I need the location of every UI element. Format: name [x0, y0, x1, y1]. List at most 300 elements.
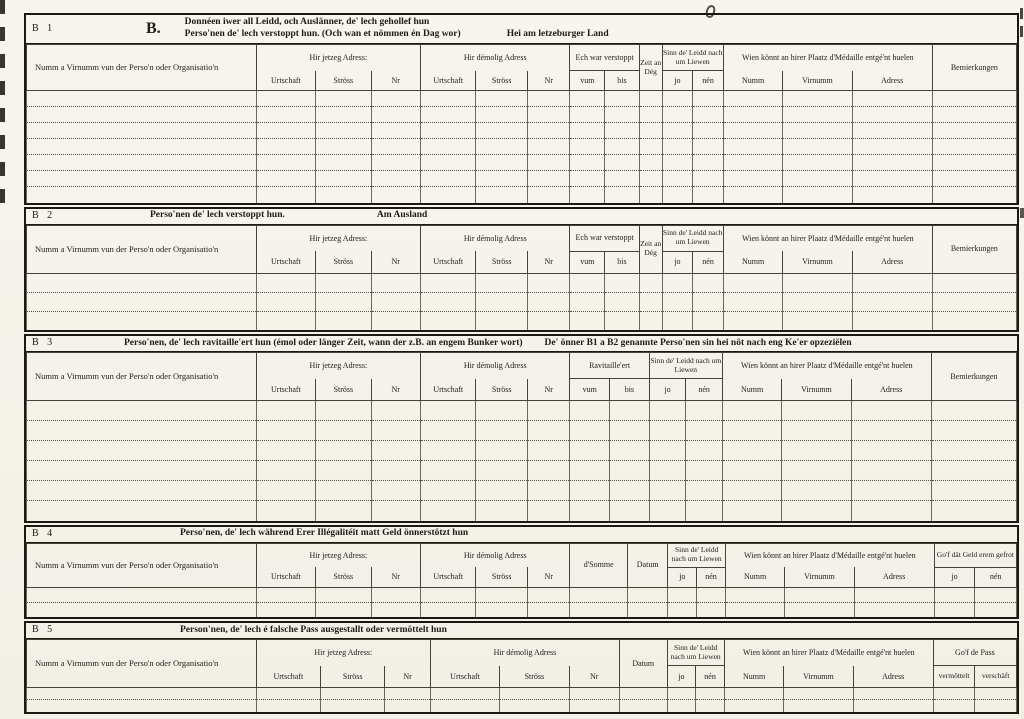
empty-form-cell [430, 688, 499, 700]
empty-form-cell [421, 501, 476, 521]
empty-form-cell [931, 421, 1016, 441]
empty-form-cell [639, 91, 662, 107]
empty-form-cell [570, 171, 605, 187]
section-b4-label: B 4 [32, 527, 56, 539]
empty-form-cell [476, 311, 527, 330]
empty-form-cell [649, 501, 686, 521]
empty-form-cell [932, 123, 1016, 139]
subcol-virnumm: Virnumm [782, 379, 851, 401]
empty-form-cell [27, 311, 257, 330]
empty-form-cell [639, 187, 662, 203]
empty-form-cell [570, 421, 610, 441]
subcol-virnumm: Virnumm [785, 567, 854, 587]
subcol-stross: Ströss [476, 379, 527, 401]
empty-form-cell [27, 501, 257, 521]
empty-form-cell [783, 107, 852, 123]
empty-form-cell [783, 139, 852, 155]
empty-form-cell [693, 91, 724, 107]
empty-form-cell [500, 688, 569, 700]
empty-form-cell [256, 171, 315, 187]
empty-form-cell [371, 602, 421, 617]
empty-form-cell [783, 123, 852, 139]
empty-form-row [27, 401, 1017, 421]
empty-form-cell [649, 421, 686, 441]
empty-form-cell [569, 688, 619, 700]
empty-form-cell [610, 481, 650, 501]
empty-form-cell [570, 461, 610, 481]
empty-form-row [27, 481, 1017, 501]
subcol-nen: nén [696, 666, 725, 688]
empty-form-cell [371, 461, 421, 481]
empty-form-cell [256, 461, 315, 481]
empty-form-cell [853, 700, 933, 712]
empty-form-cell [725, 587, 784, 602]
empty-form-cell [724, 700, 783, 712]
empty-form-cell [316, 171, 371, 187]
empty-form-cell [851, 401, 931, 421]
b5-body [27, 688, 1017, 712]
empty-form-cell [639, 155, 662, 171]
empty-form-cell [975, 587, 1017, 602]
empty-form-cell [783, 273, 852, 292]
col-header-former-address: Hir démolig Adress [421, 45, 570, 71]
empty-form-cell [27, 123, 257, 139]
col-header-remarks: Bemierkungen [932, 45, 1016, 91]
section-b2-location-note: Am Ausland [376, 210, 428, 221]
empty-form-row [27, 91, 1017, 107]
section-b1-title-line2: Perso'nen de' lech verstoppt hun. (Och wan et nömmen én Dag wor) [184, 29, 461, 39]
empty-form-cell [723, 273, 782, 292]
empty-form-cell [421, 171, 476, 187]
empty-form-cell [570, 602, 627, 617]
subcol-nen: nén [975, 567, 1017, 587]
empty-form-cell [570, 481, 610, 501]
empty-form-cell [385, 688, 431, 700]
subcol-stross: Ströss [316, 71, 371, 91]
col-header-remarks: Bemierkungen [931, 353, 1016, 401]
empty-form-cell [371, 311, 421, 330]
empty-form-cell [722, 401, 781, 421]
col-header-medal-recipient: Wien könnt an hirer Plaatz d'Médaille entgé'nt huelen [723, 45, 932, 71]
empty-form-cell [256, 441, 315, 461]
section-b2-title: Perso'nen de' lech verstoppt hun. [150, 210, 285, 221]
empty-form-cell [723, 171, 782, 187]
empty-form-cell [256, 311, 315, 330]
empty-form-row [27, 187, 1017, 203]
section-b5 [24, 621, 1019, 714]
empty-form-cell [662, 292, 693, 311]
section-b4-title: Perso'nen, de' lech während Erer Illégalitéit matt Geld önnerstötzt hun [180, 528, 469, 539]
empty-form-cell [667, 700, 696, 712]
empty-form-cell [852, 273, 932, 292]
empty-form-cell [619, 688, 667, 700]
col-header-former-address: Hir démolig Adress [421, 543, 570, 567]
empty-form-cell [722, 461, 781, 481]
section-b2-header [26, 209, 1017, 225]
empty-form-cell [851, 481, 931, 501]
empty-form-cell [605, 123, 640, 139]
col-header-medal-recipient: Wien könnt an hirer Plaatz d'Médaille entgé'nt huelen [722, 353, 931, 379]
empty-form-cell [421, 139, 476, 155]
empty-form-cell [782, 441, 851, 461]
empty-form-cell [723, 123, 782, 139]
col-header-supplied-period: Ravitaille'ert [570, 353, 649, 379]
empty-form-cell [421, 155, 476, 171]
section-b5-title: Person'nen, de' lech é falsche Pass ausgestallt oder vermöttelt hun [180, 624, 447, 635]
empty-form-cell [371, 421, 421, 441]
empty-form-cell [662, 107, 693, 123]
empty-form-cell [421, 187, 476, 203]
empty-form-cell [570, 123, 605, 139]
empty-form-cell [316, 155, 371, 171]
empty-form-cell [722, 481, 781, 501]
b4-table [26, 543, 1017, 618]
empty-form-cell [316, 311, 371, 330]
col-header-medal-recipient: Wien könnt an hirer Plaatz d'Médaille entgé'nt huelen [725, 543, 934, 567]
empty-form-cell [784, 700, 853, 712]
empty-form-cell [371, 171, 421, 187]
empty-form-cell [569, 700, 619, 712]
empty-form-cell [649, 401, 686, 421]
subcol-stross: Ströss [476, 567, 527, 587]
section-b3-note: De' önner B1 a B2 genannte Perso'nen sin hei nöt nach eng Ke'er opzeziëlen [544, 337, 852, 348]
subcol-adress: Adress [853, 666, 933, 688]
col-header-current-address: Hir jetzeg Adress: [256, 543, 420, 567]
empty-form-cell [27, 587, 257, 602]
empty-form-cell [852, 155, 932, 171]
empty-form-cell [371, 123, 421, 139]
b1-table [26, 44, 1017, 203]
section-b3 [24, 334, 1019, 523]
empty-form-cell [783, 171, 852, 187]
empty-form-cell [723, 187, 782, 203]
empty-form-cell [851, 501, 931, 521]
empty-form-cell [27, 107, 257, 123]
empty-form-cell [570, 587, 627, 602]
subcol-numm: Numm [723, 251, 782, 273]
empty-form-cell [932, 187, 1016, 203]
subcol-nr: Nr [371, 251, 421, 273]
empty-form-cell [782, 401, 851, 421]
empty-form-cell [371, 481, 421, 501]
b1-body [27, 91, 1017, 203]
empty-form-row [27, 311, 1017, 330]
empty-form-cell [570, 273, 605, 292]
empty-form-cell [316, 139, 371, 155]
b3-body [27, 401, 1017, 521]
section-b4-header [26, 527, 1017, 543]
empty-form-cell [723, 311, 782, 330]
empty-form-cell [693, 273, 724, 292]
empty-form-cell [783, 311, 852, 330]
empty-form-cell [782, 421, 851, 441]
col-header-name: Numm a Virnumm vun der Perso'n oder Organisatio'n [27, 640, 257, 688]
empty-form-cell [975, 700, 1017, 712]
empty-form-cell [610, 501, 650, 521]
col-header-medal-recipient: Wien könnt an hirer Plaatz d'Médaille entgé'nt huelen [724, 640, 933, 666]
empty-form-cell [256, 501, 315, 521]
empty-form-cell [316, 91, 371, 107]
empty-form-cell [256, 91, 315, 107]
empty-form-cell [696, 688, 725, 700]
empty-form-cell [605, 187, 640, 203]
col-header-current-address: Hir jetzeg Adress: [256, 353, 420, 379]
empty-form-row [27, 441, 1017, 461]
empty-form-cell [931, 441, 1016, 461]
empty-form-row [27, 587, 1017, 602]
empty-form-cell [934, 587, 975, 602]
empty-form-cell [933, 700, 975, 712]
empty-form-cell [527, 481, 570, 501]
empty-form-cell [421, 123, 476, 139]
empty-form-cell [476, 91, 527, 107]
empty-form-cell [421, 587, 476, 602]
empty-form-cell [852, 107, 932, 123]
empty-form-cell [256, 273, 315, 292]
empty-form-cell [527, 461, 570, 481]
empty-form-cell [476, 155, 527, 171]
empty-form-cell [316, 292, 371, 311]
col-header-date: Datum [619, 640, 667, 688]
empty-form-cell [421, 481, 476, 501]
empty-form-cell [371, 139, 421, 155]
empty-form-row [27, 139, 1017, 155]
empty-form-cell [784, 688, 853, 700]
empty-form-cell [476, 292, 527, 311]
empty-form-cell [782, 501, 851, 521]
empty-form-cell [605, 107, 640, 123]
empty-form-cell [852, 139, 932, 155]
empty-form-cell [27, 481, 257, 501]
col-header-still-alive: Sinn de' Leidd nach um Liewen [662, 45, 723, 71]
empty-form-cell [722, 421, 781, 441]
empty-form-cell [605, 91, 640, 107]
subcol-stross: Ströss [321, 666, 385, 688]
empty-form-cell [570, 187, 605, 203]
subcol-nen: nén [693, 71, 724, 91]
empty-form-cell [27, 155, 257, 171]
empty-form-cell [723, 91, 782, 107]
empty-form-cell [783, 155, 852, 171]
col-header-still-alive: Sinn de' Leidd nach um Liewen [662, 225, 723, 251]
empty-form-cell [853, 688, 933, 700]
subcol-vum: vum [570, 379, 610, 401]
subcol-jo: jo [668, 567, 697, 587]
empty-form-cell [421, 602, 476, 617]
empty-form-row [27, 171, 1017, 187]
empty-form-cell [639, 123, 662, 139]
empty-form-cell [662, 123, 693, 139]
col-header-duration-days: Zeit an Dég [639, 45, 662, 91]
empty-form-cell [527, 123, 570, 139]
b3-table [26, 352, 1017, 521]
empty-form-cell [527, 311, 570, 330]
subcol-nr: Nr [385, 666, 431, 688]
scan-artifact-right-edge [1020, 8, 1023, 38]
empty-form-cell [371, 91, 421, 107]
empty-form-cell [256, 155, 315, 171]
empty-form-cell [696, 700, 725, 712]
subcol-stross: Ströss [316, 567, 371, 587]
empty-form-cell [722, 501, 781, 521]
empty-form-cell [723, 139, 782, 155]
empty-form-cell [931, 501, 1016, 521]
empty-form-cell [723, 292, 782, 311]
col-header-former-address: Hir démolig Adress [430, 640, 619, 666]
empty-form-cell [256, 421, 315, 441]
section-b1-header [26, 15, 1017, 44]
empty-form-cell [570, 292, 605, 311]
empty-form-cell [421, 273, 476, 292]
empty-form-cell [649, 461, 686, 481]
empty-form-cell [783, 91, 852, 107]
empty-form-cell [256, 123, 315, 139]
subcol-stross: Ströss [476, 251, 527, 273]
subcol-nr: Nr [527, 251, 570, 273]
empty-form-cell [933, 688, 975, 700]
empty-form-cell [527, 107, 570, 123]
empty-form-cell [627, 587, 668, 602]
subcol-jo: jo [662, 251, 693, 273]
empty-form-cell [476, 587, 527, 602]
empty-form-cell [570, 155, 605, 171]
empty-form-cell [27, 91, 257, 107]
subcol-jo: jo [649, 379, 686, 401]
empty-form-cell [527, 155, 570, 171]
col-header-duration-days: Zeit an Dég [639, 225, 662, 273]
section-b2-label: B 2 [32, 209, 56, 221]
empty-form-cell [662, 139, 693, 155]
empty-form-cell [931, 481, 1016, 501]
empty-form-cell [693, 311, 724, 330]
empty-form-cell [476, 171, 527, 187]
b5-table [26, 639, 1017, 712]
empty-form-cell [371, 107, 421, 123]
empty-form-cell [316, 441, 371, 461]
section-b4 [24, 525, 1019, 620]
empty-form-cell [662, 91, 693, 107]
section-b5-label: B 5 [32, 624, 56, 636]
col-header-current-address: Hir jetzeg Adress: [256, 640, 430, 666]
empty-form-cell [27, 273, 257, 292]
empty-form-cell [371, 441, 421, 461]
empty-form-row [27, 421, 1017, 441]
empty-form-cell [316, 481, 371, 501]
b2-body [27, 273, 1017, 330]
subcol-urtschaft: Urtschaft [421, 567, 476, 587]
empty-form-row [27, 273, 1017, 292]
empty-form-cell [852, 171, 932, 187]
section-b3-header [26, 336, 1017, 352]
subcol-adress: Adress [851, 379, 931, 401]
subcol-urtschaft: Urtschaft [256, 666, 320, 688]
empty-form-cell [852, 91, 932, 107]
subcol-jo: jo [662, 71, 693, 91]
empty-form-cell [316, 401, 371, 421]
col-header-still-alive: Sinn de' Leidd nach um Liewen [668, 543, 725, 567]
col-header-name: Numm a Virnumm vun der Perso'n oder Organisatio'n [27, 45, 257, 91]
empty-form-cell [527, 587, 570, 602]
empty-form-cell [371, 401, 421, 421]
subcol-nr: Nr [371, 567, 421, 587]
empty-form-row [27, 123, 1017, 139]
empty-form-cell [852, 292, 932, 311]
empty-form-cell [256, 587, 315, 602]
subcol-urtschaft: Urtschaft [256, 251, 315, 273]
empty-form-cell [639, 107, 662, 123]
empty-form-cell [527, 273, 570, 292]
empty-form-cell [27, 441, 257, 461]
col-header-money-refund: Go'f dät Geld erem gefrot [934, 543, 1016, 567]
col-header-remarks: Bemierkungen [932, 225, 1016, 273]
empty-form-cell [662, 187, 693, 203]
empty-form-cell [852, 311, 932, 330]
col-header-former-address: Hir démolig Adress [421, 225, 570, 251]
empty-form-cell [662, 155, 693, 171]
empty-form-row [27, 292, 1017, 311]
subcol-nr: Nr [371, 71, 421, 91]
subcol-urtschaft: Urtschaft [421, 71, 476, 91]
empty-form-cell [421, 461, 476, 481]
subcol-vum: vum [570, 251, 605, 273]
empty-form-cell [668, 602, 697, 617]
empty-form-cell [371, 273, 421, 292]
empty-form-cell [934, 602, 975, 617]
empty-form-cell [852, 187, 932, 203]
empty-form-cell [421, 441, 476, 461]
empty-form-cell [686, 501, 723, 521]
empty-form-cell [527, 602, 570, 617]
empty-form-cell [723, 155, 782, 171]
empty-form-cell [686, 461, 723, 481]
empty-form-cell [693, 171, 724, 187]
empty-form-cell [256, 700, 320, 712]
col-header-medal-recipient: Wien könnt an hirer Plaatz d'Médaille entgé'nt huelen [723, 225, 932, 251]
subcol-stross: Ströss [500, 666, 569, 688]
empty-form-cell [316, 587, 371, 602]
empty-form-cell [371, 587, 421, 602]
empty-form-cell [610, 421, 650, 441]
empty-form-cell [476, 461, 527, 481]
subcol-nr: Nr [569, 666, 619, 688]
subcol-numm: Numm [723, 71, 782, 91]
subcol-vermottelt: vermöttelt [933, 666, 975, 688]
empty-form-cell [605, 292, 640, 311]
empty-form-cell [421, 292, 476, 311]
empty-form-cell [667, 688, 696, 700]
empty-form-cell [527, 501, 570, 521]
subcol-urtschaft: Urtschaft [421, 379, 476, 401]
empty-form-cell [27, 421, 257, 441]
empty-form-cell [605, 273, 640, 292]
subcol-numm: Numm [722, 379, 781, 401]
subcol-numm: Numm [725, 567, 784, 587]
subcol-virnumm: Virnumm [783, 71, 852, 91]
section-b1-letter: B. [146, 20, 161, 37]
empty-form-cell [27, 461, 257, 481]
empty-form-cell [321, 700, 385, 712]
col-header-still-alive: Sinn de' Leidd nach um Liewen [667, 640, 724, 666]
empty-form-cell [852, 123, 932, 139]
empty-form-cell [316, 123, 371, 139]
empty-form-cell [27, 401, 257, 421]
empty-form-cell [932, 171, 1016, 187]
empty-form-cell [610, 441, 650, 461]
empty-form-cell [851, 441, 931, 461]
empty-form-cell [476, 501, 527, 521]
empty-form-cell [316, 273, 371, 292]
subcol-urtschaft: Urtschaft [421, 251, 476, 273]
